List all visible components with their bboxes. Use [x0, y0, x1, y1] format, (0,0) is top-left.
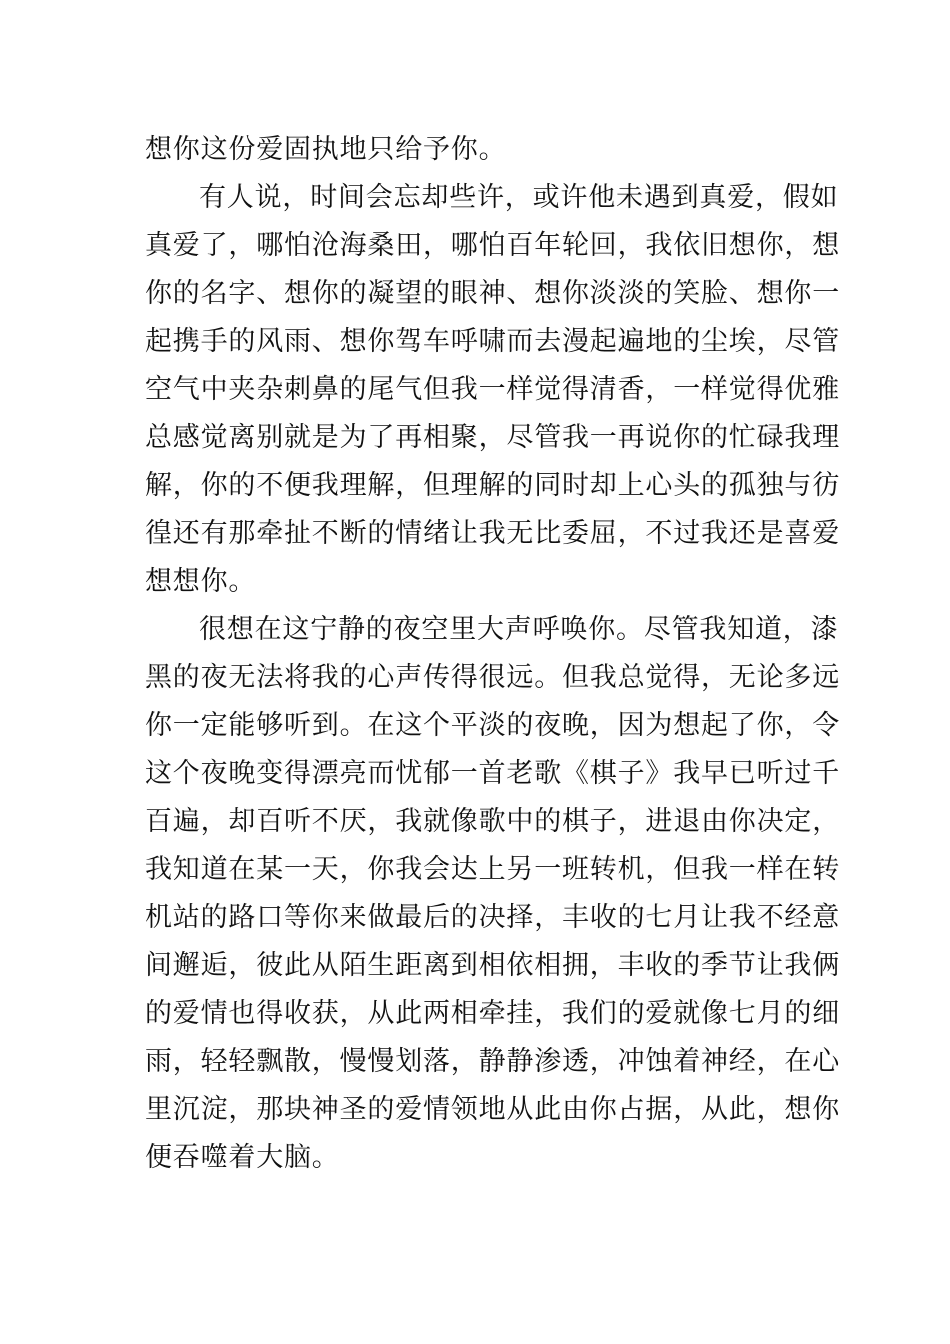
text-line: 黑的夜无法将我的心声传得很远。但我总觉得，无论多远: [145, 662, 840, 693]
text-line: 便吞噬着大脑。: [145, 1142, 340, 1173]
text-line: 空气中夹杂刺鼻的尾气但我一样觉得清香，一样觉得优雅: [145, 374, 840, 405]
text-line: 想想你。: [145, 566, 257, 597]
document-body: [145, 126, 840, 1182]
text-line: 你的名字、想你的凝望的眼神、想你淡淡的笑脸、想你一: [145, 278, 840, 309]
text-line: 起携手的风雨、想你驾车呼啸而去漫起遍地的尘埃，尽管: [145, 326, 840, 357]
text-line: 这个夜晚变得漂亮而忧郁一首老歌《棋子》我早已听过千: [145, 758, 840, 789]
text-line: 间邂逅，彼此从陌生距离到相依相拥，丰收的季节让我俩: [145, 950, 840, 981]
text-line: 真爱了，哪怕沧海桑田，哪怕百年轮回，我依旧想你，想: [145, 230, 840, 261]
text-line: 里沉淀，那块神圣的爱情领地从此由你占据，从此，想你: [145, 1094, 840, 1125]
paragraph-first-line: 很想在这宁静的夜空里大声呼唤你。尽管我知道，漆: [199, 614, 839, 645]
text-line: 百遍，却百听不厌，我就像歌中的棋子，进退由你决定，: [145, 806, 840, 837]
text-line: 总感觉离别就是为了再相聚，尽管我一再说你的忙碌我理: [145, 422, 840, 453]
paragraph-first-line: 有人说，时间会忘却些许，或许他未遇到真爱，假如: [199, 182, 839, 213]
text-line: 想你这份爱固执地只给予你。: [145, 134, 507, 165]
text-line: 我知道在某一天，你我会达上另一班转机，但我一样在转: [145, 854, 840, 885]
text-line: 的爱情也得收获，从此两相牵挂，我们的爱就像七月的细: [145, 998, 840, 1029]
text-line: 雨，轻轻飘散，慢慢划落，静静渗透，冲蚀着神经，在心: [145, 1046, 840, 1077]
text-line: 解，你的不便我理解，但理解的同时却上心头的孤独与彷: [145, 470, 840, 501]
text-line: 机站的路口等你来做最后的决择，丰收的七月让我不经意: [145, 902, 840, 933]
text-line: 你一定能够听到。在这个平淡的夜晚，因为想起了你，令: [145, 710, 840, 741]
text-line: 徨还有那牵扯不断的情绪让我无比委屈，不过我还是喜爱: [145, 518, 840, 549]
